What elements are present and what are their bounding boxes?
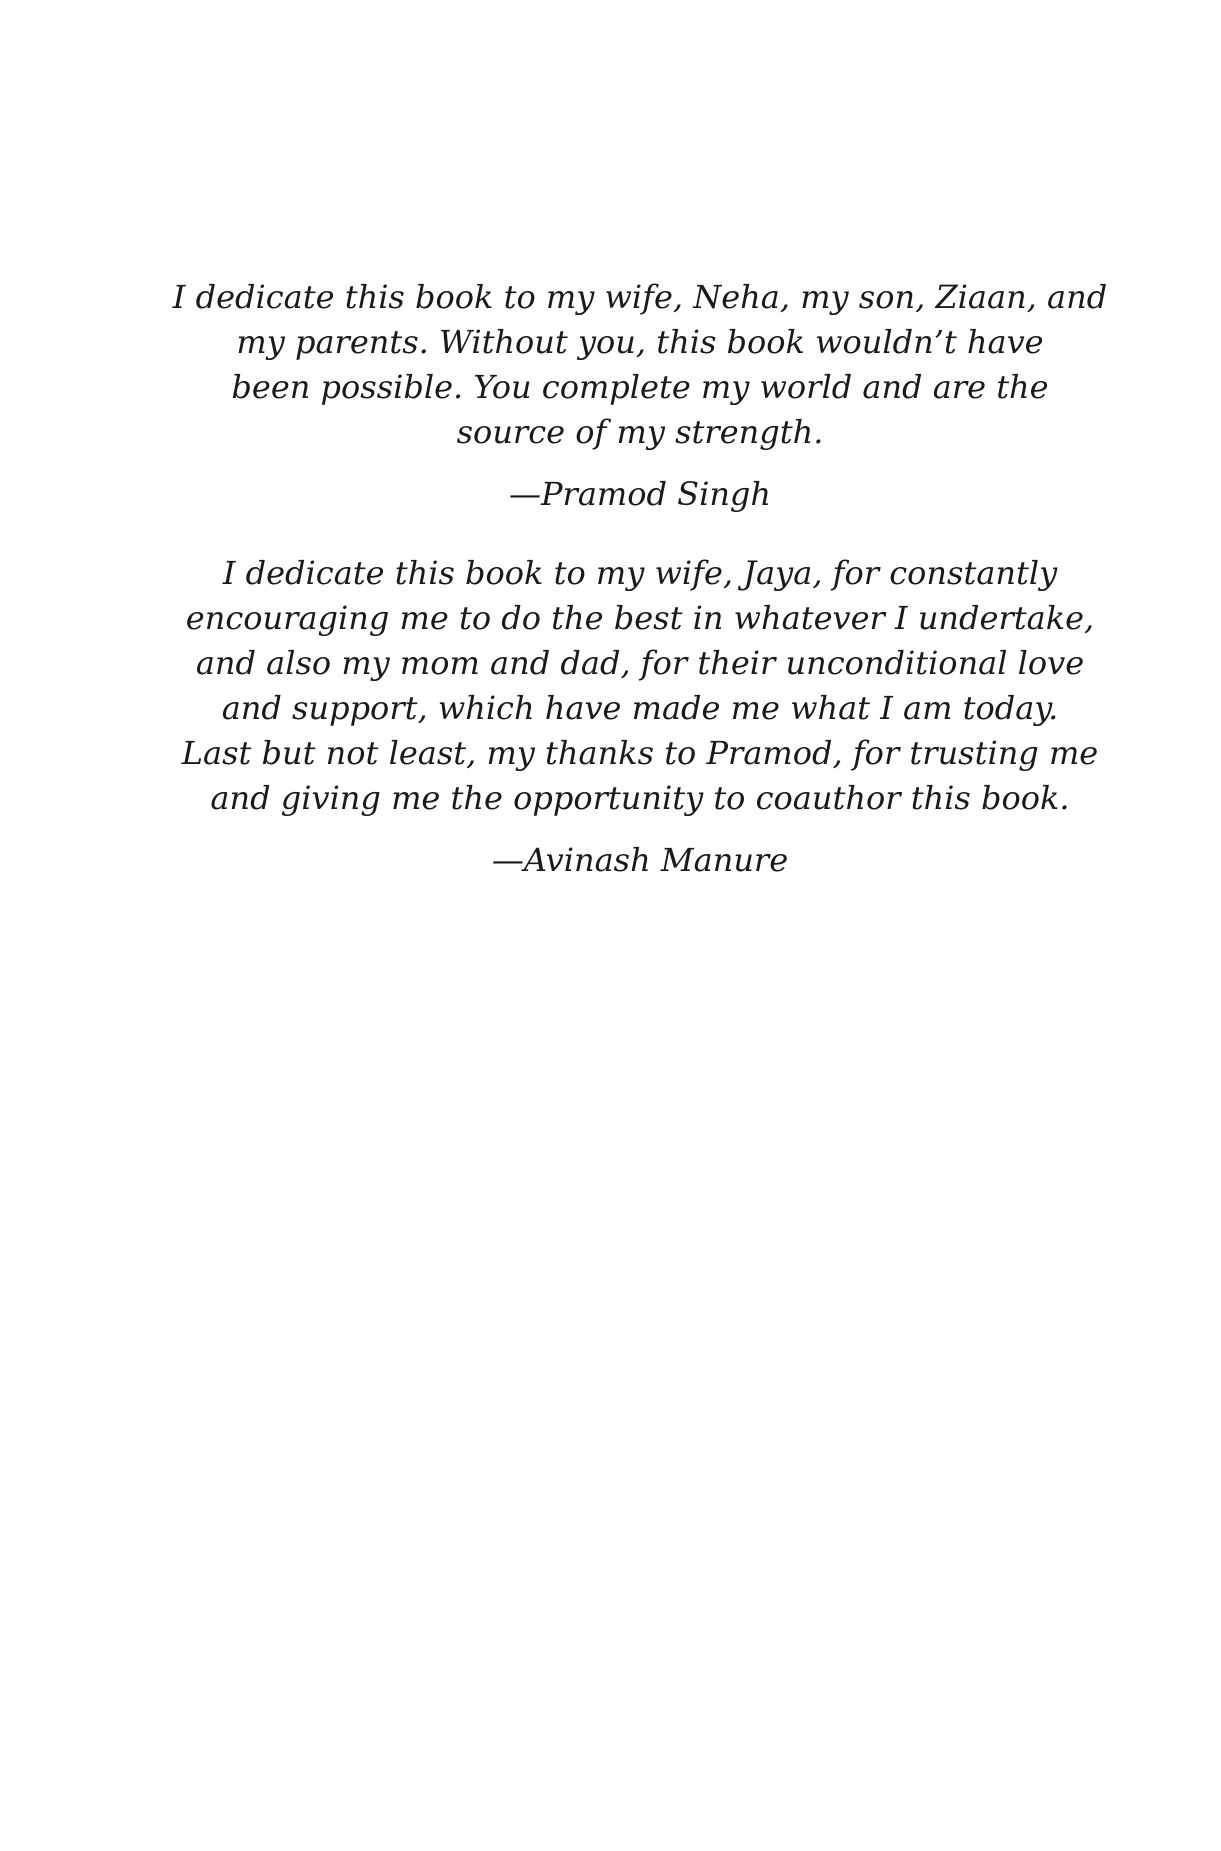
signature-avinash-manure: —Avinash Manure — [491, 841, 789, 879]
dedication-line: encouraging me to do the best in whatever I undertake, — [185, 599, 1095, 637]
signature-pramod-singh: —Pramod Singh — [508, 475, 772, 513]
dedication-line: and giving me the opportunity to coauthor this book. — [210, 779, 1070, 817]
dedication-line: and also my mom and dad, for their unconditional love — [195, 644, 1085, 682]
dedication-line: been possible. You complete my world and are the — [231, 368, 1049, 406]
dedication-avinash — [170, 551, 1110, 821]
dedication-line: my parents. Without you, this book wouldn’t have — [236, 323, 1044, 361]
dedication-line: I dedicate this book to my wife, Jaya, for constantly — [222, 554, 1058, 592]
dedication-line: Last but not least, my thanks to Pramod, for trusting me — [181, 734, 1099, 772]
dedication-line: source of my strength. — [456, 413, 824, 451]
dedication-line: and support, which have made me what I am today. — [221, 689, 1059, 727]
dedication-line: I dedicate this book to my wife, Neha, my son, Ziaan, and — [172, 278, 1108, 316]
dedication-pramod — [170, 275, 1110, 455]
